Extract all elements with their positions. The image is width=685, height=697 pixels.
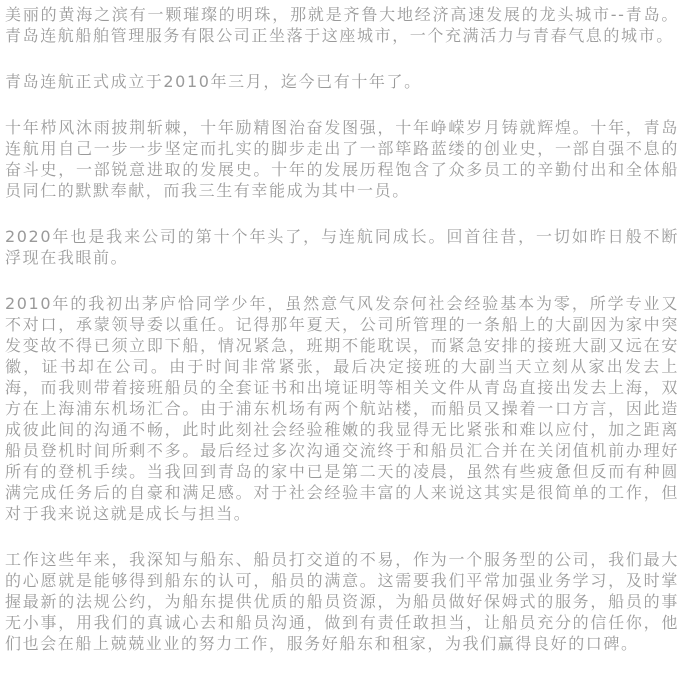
paragraph-6: 工作这些年来，我深知与船东、船员打交道的不易，作为一个服务型的公司，我们最大的心愿就是能够得到船东的认可，船员的满意。这需要我们平常加强业务学习，及时掌握最新的法规公约，为船东提供优质的船员资源，为船员做好保姆式的服务，船员的事无小事，用我们的真诚心去和船员沟通，做到有责任敢担当，让船员充分的信任你，他们也会在船上兢兢业业的努力工作，服务好船东和租家，为我们赢得良好的口碑。 bbox=[5, 550, 679, 653]
paragraph-3: 十年栉风沐雨披荆斩棘，十年励精图治奋发图强，十年峥嵘岁月铸就辉煌。十年，青岛连航用自己一步一步坚定而扎实的脚步走出了一部筚路蓝缕的创业史，一部自强不息的奋斗史，一部锐意进取的发展史。十年的发展历程饱含了众多员工的辛勤付出和全体船员同仁的默默奉献，而我三生有幸能成为其中一员。 bbox=[5, 118, 679, 200]
paragraph-2: 青岛连航正式成立于2010年三月，迄今已有十年了。 bbox=[5, 72, 422, 91]
paragraph-5: 2010年的我初出茅庐恰同学少年，虽然意气风发奈何社会经验基本为零，所学专业又不对口，承蒙领导委以重任。记得那年夏天，公司所管理的一条船上的大副因为家中突发变故不得已须立即下船，情况紧急，班期不能耽误，而紧急安排的接班大副又远在安徽，证书却在公司。由于时间非常紧张，最后决定接班的大副当天立刻从家出发去上海，而我则带着接班船员的全套证书和出境证明等相关文件从青岛直接出发去上海，双方在上海浦东机场汇合。由于浦东机场有两个航站楼，而船员又操着一口方言，因此造成彼此间的沟通不畅，此时此刻社会经验稚嫩的我显得无比紧张和难以应付，加之距离船员登机时间所剩不多。最后经过多次沟通交流终于和船员汇合并在关闭值机前办理好所有的登机手续。当我回到青岛的家中已是第二天的凌晨，虽然有些疲惫但反而有种圆满完成任务后的自豪和满足感。对于社会经验丰富的人来说这其实是很简单的工作，但对于我来说这就是成长与担当。 bbox=[5, 294, 679, 523]
document-body bbox=[5, 4, 679, 654]
paragraph-1: 美丽的黄海之滨有一颗璀璨的明珠，那就是齐鲁大地经济高速发展的龙头城市--青岛。青岛连航船舶管理服务有限公司正坐落于这座城市，一个充满活力与青春气息的城市。 bbox=[5, 5, 679, 45]
paragraph-4: 2020年也是我来公司的第十个年头了，与连航同成长。回首往昔，一切如昨日般不断浮现在我眼前。 bbox=[5, 227, 679, 267]
